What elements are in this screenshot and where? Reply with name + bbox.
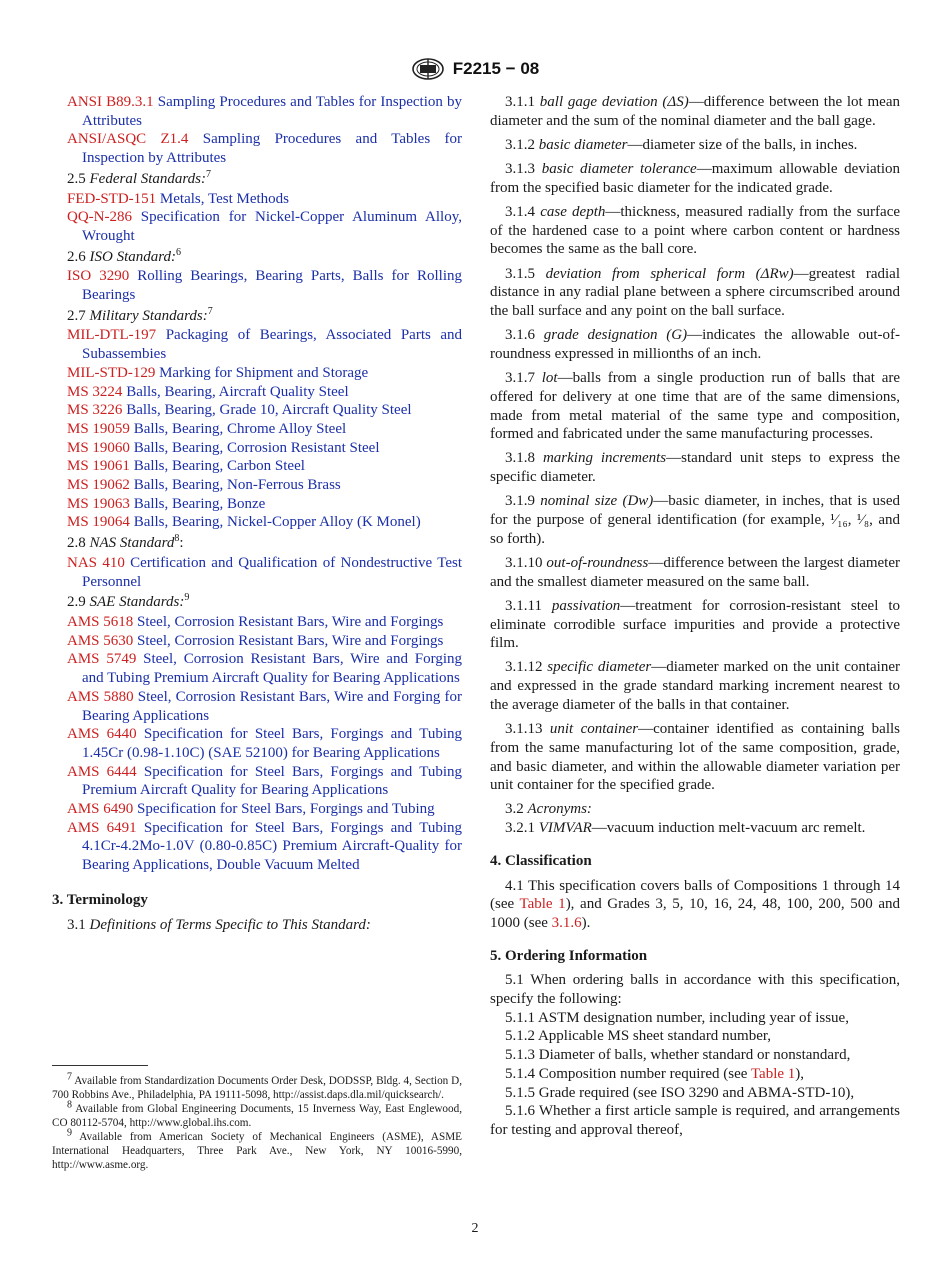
reference-code[interactable]: ISO 3290 <box>67 268 130 285</box>
definition-3-1-13: 3.1.13 unit container—container identified as containing balls from the same manufacturing lot of the same composition, grade, and basic diameter, and within the allowable diameter variation per unit container for the specified grade. <box>490 721 900 794</box>
reference-code[interactable]: AMS 5630 <box>67 632 134 649</box>
reference-code[interactable]: MS 19064 <box>67 514 130 531</box>
reference-title[interactable]: Specification for Steel Bars, Forgings and Tubing 1.45Cr (0.98-1.10C) (SAE 52100) for Bearing Applications <box>82 726 462 761</box>
section-2-6: 2.6 ISO Standard:$^6$ <box>67 246 182 265</box>
reference-title[interactable]: Specification for Steel Bars, Forgings and Tubing 4.1Cr-4.2Mo-1.0V (0.80-0.85C) Premium Aircraft-Quality for Bearing Applications, Double Vacuum Melted <box>82 819 462 874</box>
reference-title[interactable]: Balls, Bearing, Grade 10, Aircraft Quality Steel <box>126 402 412 419</box>
reference-item <box>67 819 462 875</box>
footnote: $^8$ Available from Global Engineering Documents, 15 Inverness Way, East Englewood, CO 80112-5704, http://www.global.ihs.com. <box>52 1099 462 1129</box>
list-item: 5.1.6 Whether a first article sample is required, and arrangements for testing and approval thereof, <box>490 1103 901 1138</box>
section-2-5: 2.5 Federal Standards:$^7$ <box>67 168 212 187</box>
reference-title[interactable]: Balls, Bearing, Chrome Alloy Steel <box>133 420 347 437</box>
reference-code[interactable]: MIL-DTL-197 <box>67 327 157 344</box>
reference-code[interactable]: MS 19060 <box>67 439 130 456</box>
reference-list-ansi <box>67 93 462 168</box>
section-3-2: 3.2 Acronyms: <box>505 801 592 818</box>
reference-title[interactable]: Balls, Bearing, Nickel-Copper Alloy (K Monel) <box>133 514 421 531</box>
reference-code[interactable]: MS 19062 <box>67 477 130 494</box>
reference-code[interactable]: MS 3224 <box>67 383 123 400</box>
reference-code[interactable]: AMS 6491 <box>67 819 137 836</box>
definition-3-1-12: 3.1.12 specific diameter—diameter marked on the unit container and expressed in the grade standard marking increment nearest to the average diameter of the balls in that container. <box>490 659 900 713</box>
reference-code[interactable]: AMS 5618 <box>67 613 134 630</box>
table-1-link[interactable]: Table 1 <box>519 896 566 913</box>
reference-code[interactable]: ANSI B89.3.1 <box>67 94 154 110</box>
definition-3-1-3: 3.1.3 basic diameter tolerance—maximum allowable deviation from the specified basic diameter for the indicated grade. <box>490 161 900 196</box>
definition-3-1-9: 3.1.9 nominal size (Dw)—basic diameter, in inches, that is used for the purpose of general identification (for example, ¹⁄₁₆, ¹⁄₈, and so forth). <box>490 493 901 547</box>
reference-title[interactable]: Balls, Bearing, Aircraft Quality Steel <box>126 383 349 400</box>
section-2-9: 2.9 SAE Standards:$^9$ <box>67 592 190 611</box>
footnote: $^7$ Available from Standardization Documents Order Desk, DODSSP, Bldg. 4, Section D, 700 Robbins Ave., Philadelphia, PA 19111-5098, http://assist.daps.dla.mil/quicksearch/. <box>52 1071 462 1101</box>
definition-3-1-8: 3.1.8 marking increments—standard unit steps to express the specific diameter. <box>490 450 900 486</box>
reference-item <box>67 420 462 439</box>
left-column <box>52 93 463 935</box>
reference-title[interactable]: Steel, Corrosion Resistant Bars, Wire and Forging for Bearing Applications <box>82 688 463 724</box>
reference-title[interactable]: Specification for Steel Bars, Forgings and Tubing Premium Aircraft Quality for Bearing Applications <box>82 763 462 799</box>
reference-item <box>67 688 462 725</box>
reference-code[interactable]: QQ-N-286 <box>67 209 132 226</box>
reference-title[interactable]: Balls, Bearing, Corrosion Resistant Steel <box>133 439 380 456</box>
list-item: 5.1.5 Grade required (see ISO 3290 and ABMA-STD-10), <box>505 1084 855 1101</box>
classification-heading: 4. Classification <box>490 852 592 869</box>
reference-code[interactable]: ANSI/ASQC Z1.4 <box>67 131 189 148</box>
definition-3-1-2: 3.1.2 basic diameter—diameter size of the balls, in inches. <box>505 136 858 153</box>
reference-item <box>67 190 462 209</box>
acronym-3-2-1: 3.2.1 VIMVAR—vacuum induction melt-vacuum arc remelt. <box>505 820 866 837</box>
section-2-8: 2.8 NAS Standard$^8$: <box>67 533 184 552</box>
definition-3-1-7: 3.1.7 lot—balls from a single production run of balls that are offered for delivery at one time that are of the same dimensions, made from metal material of the same type and composition, formed and fabricated under the same manufacturing processes. <box>490 370 901 443</box>
reference-code[interactable]: MS 19061 <box>67 458 130 475</box>
reference-item <box>67 364 462 383</box>
reference-title[interactable]: Marking for Shipment and Storage <box>159 364 369 381</box>
definition-3-1-10: 3.1.10 out-of-roundness—difference between the largest diameter and the smallest diameter measured on the same ball. <box>490 554 901 590</box>
reference-item <box>67 476 462 495</box>
reference-title[interactable]: Specification for Steel Bars, Forgings and Tubing <box>137 801 435 818</box>
terminology-heading: 3. Terminology <box>52 891 148 908</box>
table-1-link[interactable]: Table 1 <box>750 1065 796 1082</box>
reference-item <box>67 632 462 651</box>
definition-3-1-5: 3.1.5 deviation from spherical form (ΔRw)—greatest radial distance in any radial plane between a sphere circumscribed around the ball surface and any point on the ball surface. <box>490 265 900 320</box>
reference-code[interactable]: MIL-STD-129 <box>67 364 156 381</box>
list-item: 5.1.2 Applicable MS sheet standard number, <box>505 1028 772 1045</box>
section-2-7: 2.7 Military Standards:$^7$ <box>67 305 213 324</box>
ordering-heading: 5. Ordering Information <box>490 947 648 964</box>
reference-title[interactable]: Metals, Test Methods <box>159 190 290 207</box>
page-number: 2 <box>471 1221 479 1236</box>
reference-title[interactable]: Packaging of Bearings, Associated Parts and Subassembies <box>82 327 462 363</box>
reference-title[interactable]: Balls, Bearing, Bonze <box>133 495 266 512</box>
reference-item <box>67 93 462 130</box>
reference-item <box>67 513 462 532</box>
section-3-1: 3.1 Definitions of Terms Specific to This Standard: <box>67 916 371 933</box>
reference-code[interactable]: AMS 5880 <box>67 688 134 705</box>
reference-title[interactable]: Certification and Qualification of Nondestructive Test Personnel <box>82 554 462 590</box>
reference-title[interactable]: Steel, Corrosion Resistant Bars, Wire and Forgings <box>137 613 444 630</box>
reference-code[interactable]: AMS 6490 <box>67 801 134 818</box>
reference-item <box>67 725 462 762</box>
reference-code[interactable]: FED-STD-151 <box>67 190 157 207</box>
paragraph-5-1: 5.1 When ordering balls in accordance with this specification, specify the following: <box>490 972 900 1008</box>
reference-title[interactable]: Steel, Corrosion Resistant Bars, Wire and Forging and Tubing Premium Aircraft Quality for Bearing Applications <box>82 651 462 687</box>
list-item: 5.1.3 Diameter of balls, whether standard or nonstandard, <box>505 1047 851 1064</box>
reference-code[interactable]: AMS 6440 <box>67 726 137 743</box>
footnote: $^9$ Available from American Society of Mechanical Engineers (ASME), ASME International Headquarters, Three Park Ave., New York, NY 10016-5990, http://www.asme.org. <box>52 1127 462 1171</box>
reference-code[interactable]: AMS 5749 <box>67 651 137 668</box>
footnote-divider <box>52 1065 148 1066</box>
list-item: 5.1.1 ASTM designation number, including year of issue, <box>505 1009 849 1026</box>
reference-item <box>67 439 462 458</box>
reference-code[interactable]: NAS 410 <box>67 554 125 571</box>
reference-title[interactable]: Sampling Procedures and Tables for Inspection by Attributes <box>82 131 462 167</box>
reference-title[interactable]: Sampling Procedures and Tables for Inspection by Attributes <box>82 94 462 129</box>
reference-item <box>67 495 462 514</box>
reference-item <box>67 650 462 687</box>
definition-3-1-1: 3.1.1 ball gage deviation (ΔS)—difference between the lot mean diameter and the sum of the nominal diameter and the ball gage. <box>490 94 900 129</box>
definition-3-1-11: 3.1.11 passivation—treatment for corrosion-resistant steel to eliminate corrodible surface impurities and provide a protective film. <box>490 597 901 652</box>
reference-item <box>67 401 462 420</box>
reference-item <box>67 763 462 800</box>
reference-code[interactable]: AMS 6444 <box>67 763 137 780</box>
footnotes <box>52 1071 462 1172</box>
page-header <box>0 55 950 83</box>
reference-item <box>67 554 462 591</box>
reference-code[interactable]: MS 19063 <box>67 495 130 512</box>
reference-code[interactable]: MS 19059 <box>67 420 130 437</box>
definition-3-1-4: 3.1.4 case depth—thickness, measured radially from the surface of the hardened case to a point where carbon content or hardness becomes the same as the ball core. <box>490 204 901 258</box>
reference-item <box>67 208 462 245</box>
reference-item <box>67 800 462 819</box>
definition-3-1-6: 3.1.6 grade designation (G)—indicates the allowable out-of-roundness expressed in millionths of an inch. <box>490 327 900 362</box>
right-column <box>490 93 900 1140</box>
reference-title[interactable]: Steel, Corrosion Resistant Bars, Wire and Forgings <box>137 632 444 649</box>
reference-item <box>67 457 462 476</box>
reference-item <box>67 267 462 304</box>
astm-logo-icon <box>411 58 445 80</box>
reference-title[interactable]: Balls, Bearing, Non-Ferrous Brass <box>133 477 341 494</box>
reference-item <box>67 130 462 167</box>
paragraph-4-1: 4.1 This specification covers balls of Compositions 1 through 14 (see Table 1), and Grades 3, 5, 10, 16, 24, 48, 100, 200, 500 and 1000 (see 3.1.6). <box>490 877 900 931</box>
reference-code[interactable]: MS 3226 <box>67 402 123 419</box>
reference-title[interactable]: Specification for Nickel-Copper Aluminum Alloy, Wrought <box>82 209 463 244</box>
list-item: 5.1.4 Composition number required (see Table 1), <box>505 1065 805 1082</box>
reference-item <box>67 613 462 632</box>
section-3-1-6-link[interactable]: 3.1.6 <box>551 914 582 931</box>
reference-item <box>67 326 462 363</box>
reference-title[interactable]: Rolling Bearings, Bearing Parts, Balls for Rolling Bearings <box>82 268 463 304</box>
reference-item <box>67 383 462 402</box>
document-number: F2215 − 08 <box>452 59 540 78</box>
reference-title[interactable]: Balls, Bearing, Carbon Steel <box>133 458 305 475</box>
